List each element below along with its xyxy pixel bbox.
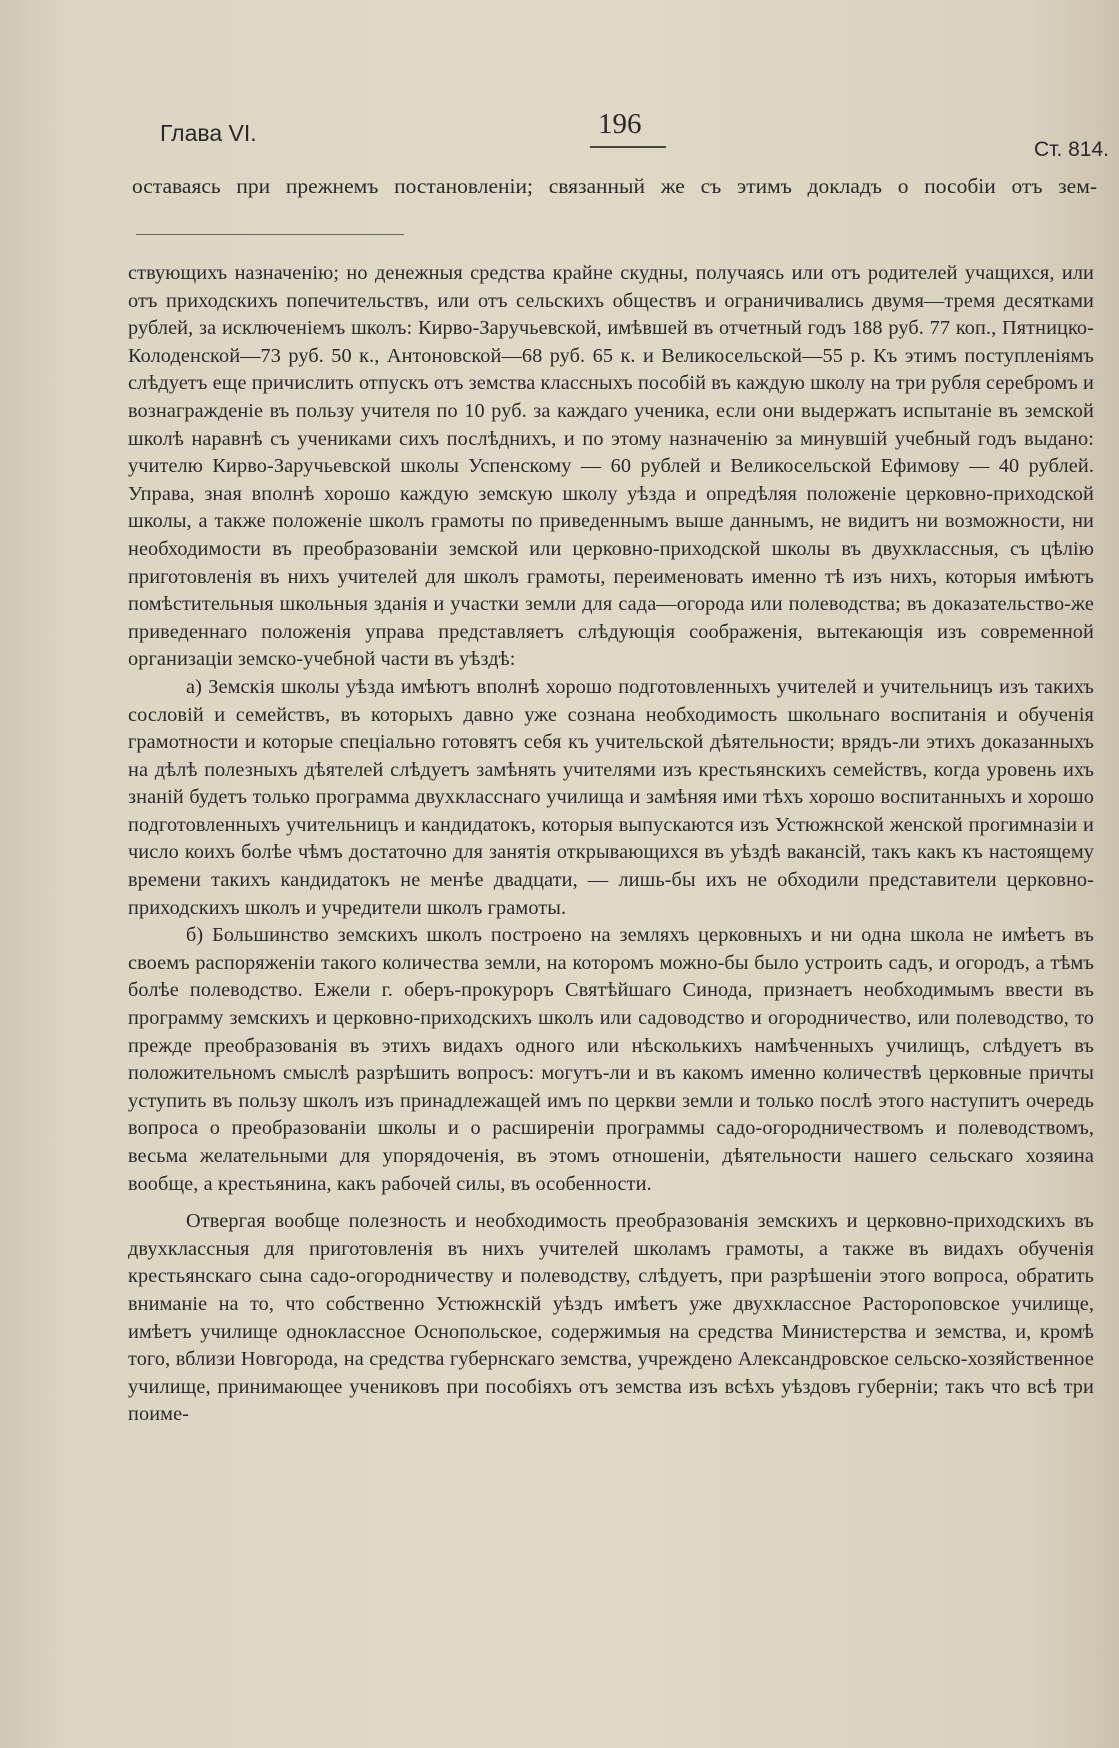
- body-text: [128, 260, 1094, 1429]
- paragraph-gap: [128, 1198, 1094, 1208]
- paragraph: ствующихъ назначенію; но денежныя средства крайне скудны, получаясь или отъ родителей учащихся, или отъ приходскихъ попечительствъ, или отъ сельскихъ обществъ и ограничивались двумя—тремя десятками рублей, за исключеніемъ школъ: Кирво-Заручьевской, имѣвшей въ отчетный годъ 188 руб. 77 коп., Пятницко-Колоденской—73 руб. 50 к., Антоновской—68 руб. 65 к. и Великосельской—55 р. Къ этимъ поступленіямъ слѣдуетъ еще причислить отпускъ отъ земства классныхъ пособій въ каждую школу на три рубля серебромъ и вознагражденіе въ пользу учителя по 10 руб. за каждаго ученика, если они выдержатъ испытаніе въ земской школѣ наравнѣ съ учениками сихъ послѣднихъ, и по этому назначенію за минувшій учебный годъ выдано: учителю Кирво-Заручьевской школы Успенскому — 60 рублей и Великосельской Ефимову — 40 рублей. Управа, зная вполнѣ хорошо каждую земскую школу уѣзда и опредѣляя положеніе церковно-приходской школы, а также положеніе школъ грамоты по приведеннымъ выше даннымъ, не видитъ ни возможности, ни необходимости въ преобразованіи земской или церковно-приходской школы въ двухклассныя, съ цѣлію приготовленія въ нихъ учителей для школъ грамоты, переименовать именно тѣ изъ нихъ, которыя имѣютъ помѣстительныя школьныя зданія и участки земли для сада—огорода или полеводства; въ доказательство-же приведеннаго положенія управа представляетъ слѣдующія соображенія, вытекающія изъ современной организаціи земско-учебной части въ уѣздѣ:: [128, 262, 1094, 671]
- page-header: [0, 108, 1119, 168]
- page-number-rule: [590, 146, 666, 148]
- chapter-label: Глава VI.: [160, 120, 257, 146]
- paragraph: б) Большинство земскихъ школъ построено на земляхъ церковныхъ и ни одна школа не имѣетъ въ своемъ распоряженіи такого количества земли, на которомъ можно-бы было устроить садъ, и огородъ, а тѣмъ болѣе полеводство. Ежели г. оберъ-прокуроръ Святѣйшаго Синода, признаетъ необходимымъ ввести въ программу земскихъ и церковно-приходскихъ школъ или садоводство и огородничество, или полеводство, то прежде преобразованія въ этихъ видахъ одного или нѣсколькихъ намѣченныхъ училищъ, слѣдуетъ въ положительномъ смыслѣ разрѣшить вопросъ: могутъ-ли и въ какомъ именно количествѣ церковные причты уступить въ пользу школъ изъ принадлежащей имъ по церкви земли и только послѣ этого наступитъ очередь вопроса о преобразованіи школы и о расширеніи программы садо-огородничествомъ и полеводствомъ, весьма желательными для упорядоченія, въ этомъ отношеніи, дѣятельности нашего сельскаго хозяина вообще, а крестьянина, какъ рабочей силы, въ особенности.: [128, 924, 1094, 1195]
- carryover-line: оставаясь при прежнемъ постановленіи; связанный же съ этимъ докладъ о пособіи отъ зем-: [132, 174, 1097, 198]
- column-number: Ст. 814.: [1034, 138, 1109, 161]
- paragraph: а) Земскія школы уѣзда имѣютъ вполнѣ хорошо подготовленныхъ учителей и учительницъ изъ такихъ сословій и семействъ, въ которыхъ давно уже сознана необходимость школьнаго воспитанія и обученія грамотности и которые спеціально готовятъ себя къ учительской дѣятельности; врядъ-ли этихъ доказанныхъ на дѣлѣ полезныхъ дѣятелей слѣдуетъ замѣнять учителями изъ крестьянскихъ семействъ, когда уровень ихъ знаній будетъ только программа двухкласснаго училища и замѣняя ими тѣхъ хорошо воспитанныхъ и хорошо подготовленныхъ учительницъ и кандидатокъ, которыя выпускаются изъ Устюжнской женской прогимназіи и число коихъ болѣе чѣмъ достаточно для занятія открывающихся въ уѣздѣ вакансій, такъ какъ къ настоящему времени такихъ кандидатокъ не менѣе двадцати, — лишь-бы ихъ не обходили представители церковно-приходскихъ школъ и учредители школъ грамоты.: [128, 675, 1094, 919]
- page-number: 196: [598, 108, 642, 140]
- paragraph: Отвергая вообще полезность и необходимость преобразованія земскихъ и церковно-приходскихъ въ двухклассныя для приготовленія въ нихъ учителей школамъ грамоты, а также въ видахъ обученія крестьянскаго сына садо-огородничеству и полеводству, слѣдуетъ, при разрѣшеніи этого вопроса, обратить вниманіе на то, что собственно Устюжнскій уѣздъ имѣетъ уже двухклассное Растороповское училище, имѣетъ училище одноклассное Оснопольское, содержимыя на средства Министерства и земства, и, кромѣ того, вблизи Новгорода, на средства губернскаго земства, учреждено Александровское сельско-хозяйственное училище, принимающее учениковъ при пособіяхъ отъ земства изъ всѣхъ уѣздовъ губерніи; такъ что всѣ три поиме-: [128, 1210, 1094, 1426]
- section-divider: [136, 234, 404, 235]
